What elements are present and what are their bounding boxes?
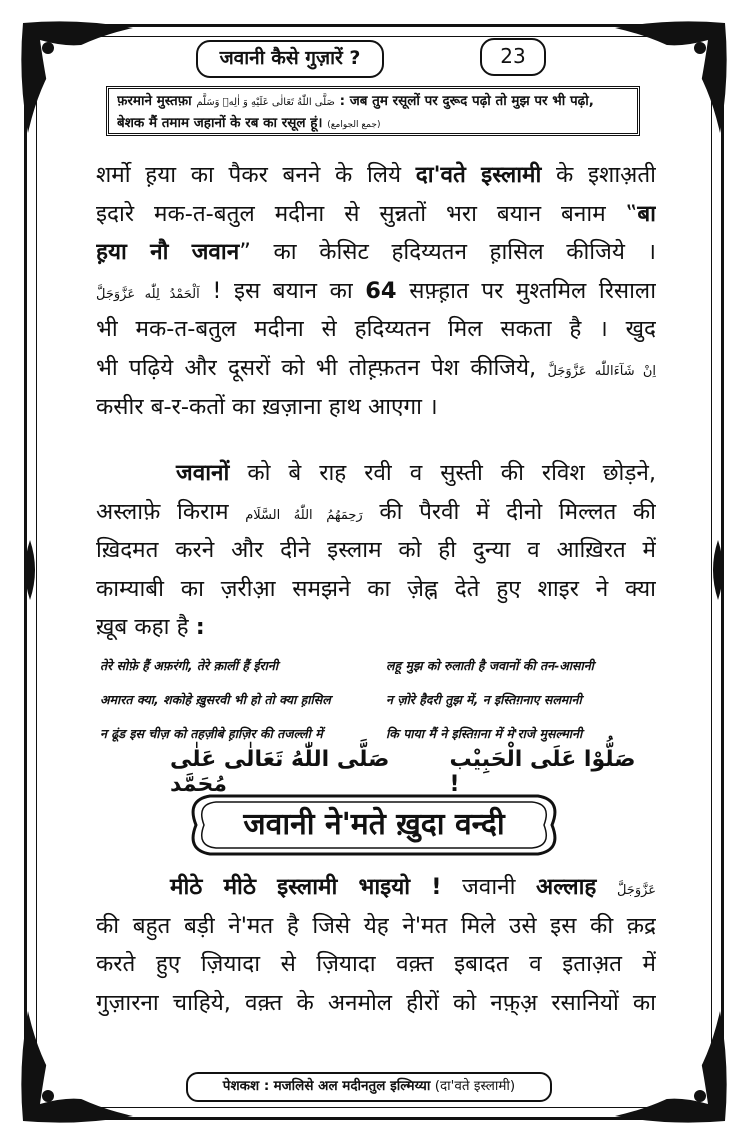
poem-row	[100, 648, 656, 682]
text-line	[96, 454, 656, 493]
text-line: कसीर ब-र-कतों का ख़ज़ाना हाथ आएगा ।	[96, 393, 438, 420]
poem-row	[100, 716, 656, 750]
text-fragment: :	[195, 614, 205, 641]
text-fragment: ” का केसिट हदिय्यतन ह़ासिल कीजिये ।	[239, 239, 656, 266]
page-count: 64	[365, 277, 397, 304]
corner-ornament-bottom-left	[18, 1006, 138, 1126]
text-line: काम्याबी का ज़रीआ़ समझने का ज़ेह्न देते हुए शाइर ने क्या	[96, 575, 656, 602]
corner-ornament-bottom-right	[610, 1006, 730, 1126]
text-fragment: भी पढ़िये और दूसरों को भी तोह़्फ़तन पेश कीजिये,	[96, 354, 537, 381]
quote-line2: बेशक मैं तमाम जहानों के रब का रसूल हूं।	[117, 115, 323, 131]
text-fragment: के इशाअ़ती	[556, 162, 656, 188]
text-fragment: इदारे मक-त-बतुल मदीना से सुन्नतों भरा बयान बनाम ‟	[96, 200, 638, 227]
text-line: भी मक-त-बतुल मदीना से हदिय्यतन मिल सकता है । खुद	[96, 316, 656, 343]
text-line	[96, 868, 656, 907]
side-ornament-right	[708, 540, 728, 600]
text-line: ख़िदमत करने और दीने इस्लाम को ही दुन्या व आख़िरत में	[96, 537, 656, 564]
bold-term: बा	[637, 200, 656, 227]
arabic-phrase: اِنْ شَآءَاللّٰه عَزَّوَجَلَّ	[547, 363, 656, 379]
paragraph-1	[96, 156, 656, 426]
publisher-name: मजलिसे अल मदीनतुल इल्मिय्या	[273, 1078, 431, 1094]
text-line: की बहुत बड़ी ने'मत है जिसे येह ने'मत मिले उसे इस की क़द्र	[96, 912, 656, 939]
text-fragment: ख़ूब कहा है	[96, 614, 189, 641]
text-line	[96, 493, 656, 532]
poem-line: कि पाया मैं ने इस्तिग़ना में मे'राजे मुसल्मानी	[386, 725, 583, 741]
text-line	[96, 195, 656, 234]
text-fragment: को बे राह रवी व सुस्ती की रविश छोड़ने,	[247, 460, 656, 486]
text-line	[96, 608, 656, 647]
bold-term: अल्लाह	[536, 874, 597, 900]
bold-term: ह़या नौ जवान	[96, 239, 240, 266]
arabic-phrase: رَحِمَهُمُ اللّٰهُ السَّلَام	[245, 507, 363, 523]
page-number: 23	[480, 38, 546, 76]
section-heading: जवानी ने'मते ख़ुदा वन्दी	[243, 807, 505, 842]
text-fragment: जवानी	[462, 874, 516, 900]
text-line	[96, 272, 656, 311]
text-fragment: सफ़्ह़ात पर मुश्तमिल रिसाला	[409, 277, 656, 304]
poem-line: लहू मुझ को रुलाती है जवानों की तन-आसानी	[386, 657, 594, 673]
bold-term: जवानों	[176, 460, 230, 486]
arabic-phrase: عَزَّوَجَلَّ	[616, 883, 656, 898]
organization-name: (दा'वते इस्लामी)	[434, 1078, 516, 1094]
poem-row	[100, 682, 656, 716]
poem-line: तेरे सोफ़े हैं अफ़रंगी, तेरे क़ालीं हैं ईरानी	[100, 657, 279, 673]
text-fragment: ! इस बयान का	[212, 277, 353, 304]
poem-line: न ज़ोरे हैदरी तुझ में, न इस्तिग़नाए सलमानी	[386, 691, 582, 707]
poem-line: न ढूंड इस चीज़ को तहज़ीबे ह़ाज़िर की तजल्ली में	[100, 725, 323, 741]
bold-term: मीठे मीठे इस्लामी भाइयो !	[170, 874, 442, 900]
footer-label: पेशकश :	[222, 1078, 270, 1094]
text-fragment: अस्लाफ़े किराम	[96, 498, 229, 525]
quote-source: (جمع الجوامع)	[327, 120, 381, 130]
text-fragment: की पैरवी में दीनो मिल्लत की	[379, 498, 656, 525]
poem	[100, 648, 656, 750]
side-ornament-left	[20, 540, 40, 600]
arabic-salutation: صَلَّى اللّٰهُ تَعَالٰی عَلَيْهِ وَ اٰلِهٖ وَسَلَّم	[196, 97, 335, 108]
text-line: करते हुए ज़ियादा से ज़ियादा वक़्त इबादत व इताअ़त में	[96, 951, 656, 978]
arabic-phrase: اَلْحَمْدُ لِلّٰه عَزَّوَجَلَّ	[96, 286, 200, 302]
bold-term: दा'वते इस्लामी	[415, 162, 542, 188]
text-line	[96, 233, 656, 272]
running-header-title: जवानी कैसे गुज़ारें ?	[196, 40, 384, 78]
paragraph-2	[96, 454, 656, 647]
hadith-quote-box	[106, 86, 640, 136]
poem-line: अमारत क्या, शकोहे ख़ुसरवी भी हो तो क्या ह़ासिल	[100, 691, 331, 707]
text-fragment: शर्मो ह़या का पैकर बनने के लिये	[96, 162, 402, 188]
salat-call: صَلُّوْا عَلَى الْحَبِيْب !	[449, 747, 636, 797]
paragraph-3	[96, 868, 656, 1022]
quote-line1: : जब तुम रसूलों पर दुरूद पढ़ो तो मुझ पर भी पढ़ो,	[339, 93, 594, 109]
quote-lead: फ़रमाने मुस्तफ़ा	[117, 93, 192, 109]
text-line	[96, 156, 656, 195]
salat-line	[170, 747, 650, 797]
salat-response: صَلَّى اللّٰهُ تَعَالٰی عَلٰی مُحَمَّد	[170, 747, 390, 797]
text-line	[96, 349, 656, 388]
footer-publisher	[186, 1072, 552, 1102]
text-line: गुज़ारना चाहिये, वक़्त के अनमोल हीरों को नफ़्अ़ रसानियों का	[96, 989, 656, 1016]
